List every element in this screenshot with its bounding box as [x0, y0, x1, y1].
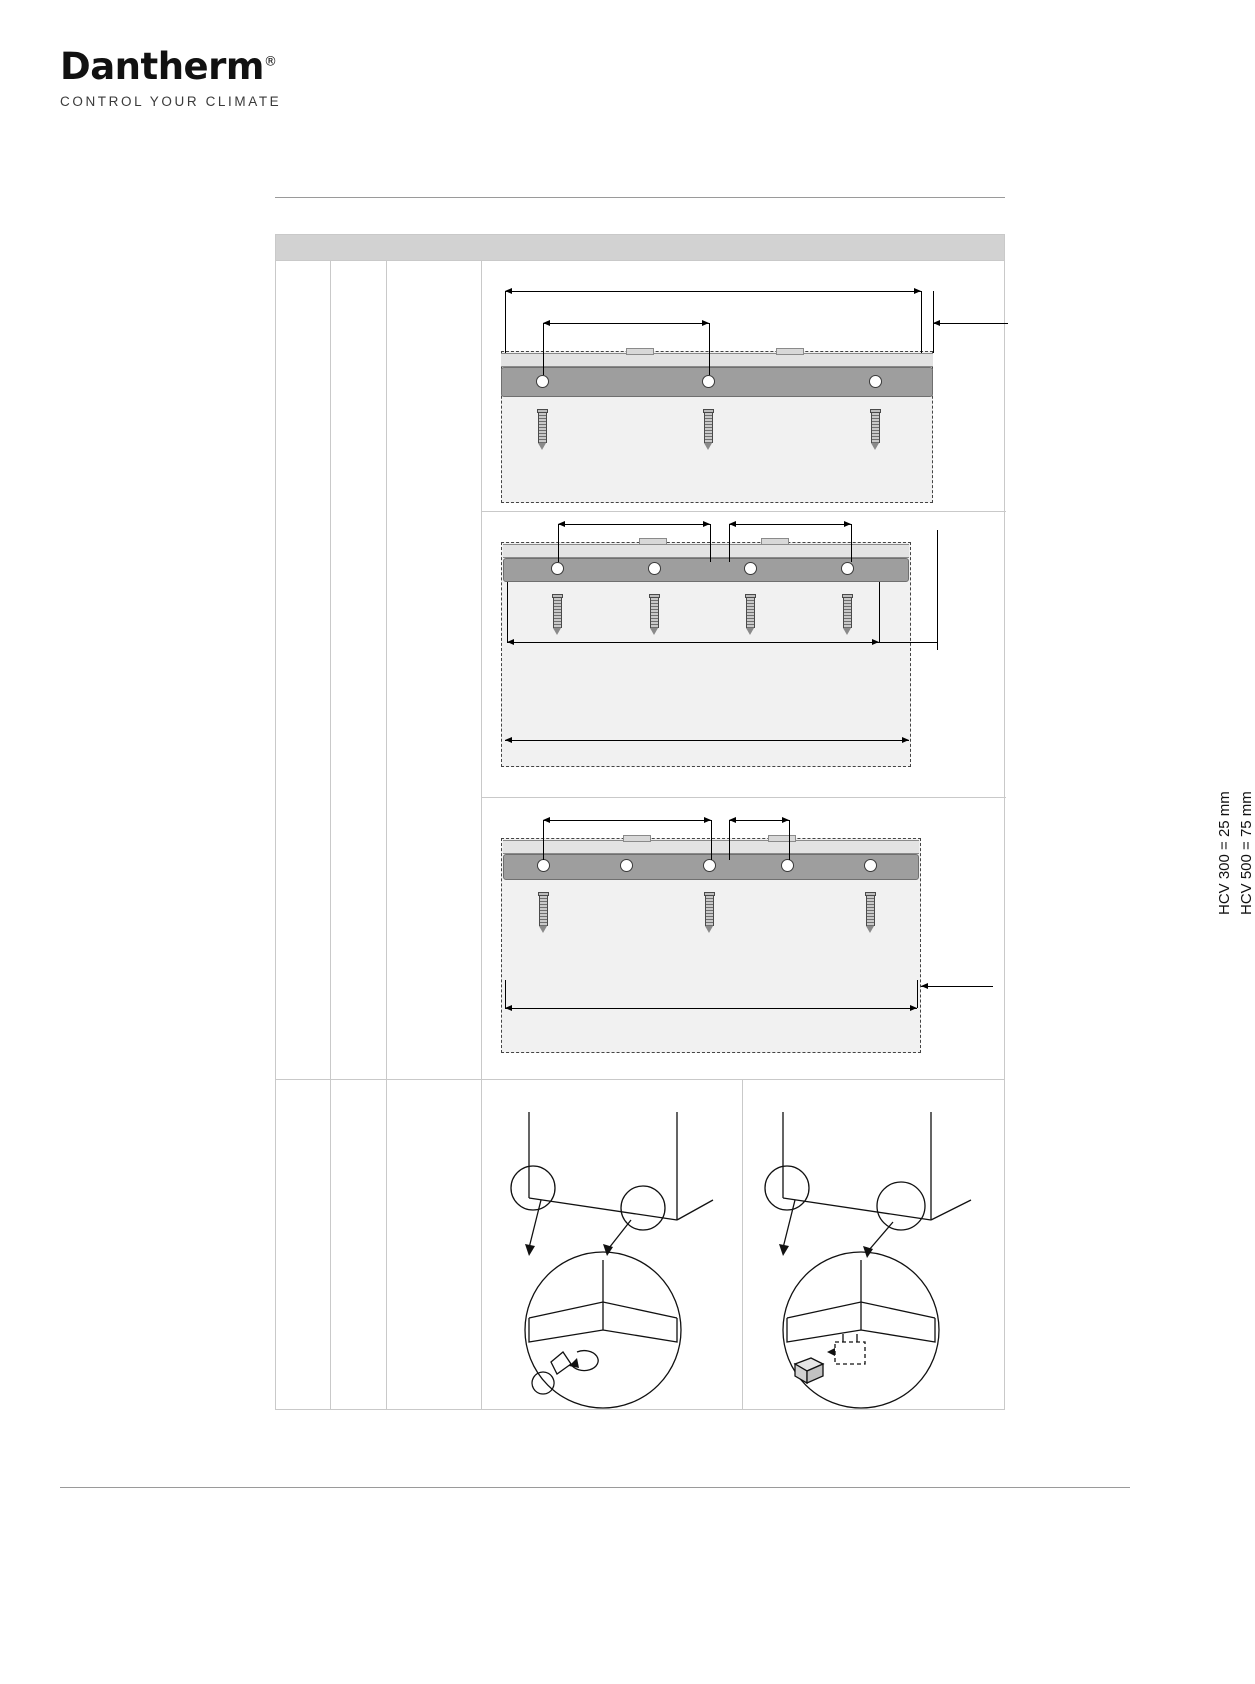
- extension-line: [505, 291, 506, 353]
- extension-line: [729, 524, 730, 562]
- bracket-backplate: [501, 353, 933, 367]
- mounting-hole: [648, 562, 661, 575]
- figure-5-holes: [481, 798, 1006, 1079]
- detail-left: [481, 1080, 742, 1410]
- extension-line: [879, 582, 880, 642]
- column-divider-1: [330, 261, 331, 1410]
- extension-line: [507, 582, 508, 642]
- dimension-hole-pitch-right: [729, 524, 851, 525]
- mounting-hole: [744, 562, 757, 575]
- spec-labels: [1216, 791, 1233, 915]
- extension-line: [729, 820, 730, 860]
- mounting-screw: [870, 409, 881, 450]
- bracket-backplate: [503, 544, 909, 558]
- thickness-arrow: [921, 986, 993, 987]
- extension-line: [917, 980, 918, 1008]
- mounting-screw: [704, 892, 715, 933]
- detail-right-drawing: [743, 1080, 1005, 1410]
- thickness-arrow: [933, 323, 1008, 324]
- extension-line: [711, 820, 712, 860]
- brand-tagline: CONTROL YOUR CLIMATE: [60, 94, 282, 109]
- bracket-tab: [761, 538, 789, 545]
- mounting-hole: [781, 859, 794, 872]
- bracket-tab: [768, 835, 796, 842]
- mounting-hole: [702, 375, 715, 388]
- spec-label-hcv500: HCV 500 = 75 mm: [1238, 791, 1255, 915]
- figure-4-holes: [481, 512, 1006, 797]
- brand-name: Dantherm®: [60, 45, 277, 88]
- extension-line: [921, 291, 922, 353]
- callout-bracket: [937, 530, 938, 650]
- mounting-screw: [842, 594, 853, 635]
- extension-line: [709, 323, 710, 375]
- dimension-hole-span: [543, 323, 709, 324]
- registered-mark: ®: [263, 54, 277, 70]
- mounting-hole: [841, 562, 854, 575]
- extension-line: [543, 820, 544, 860]
- bracket-tab: [776, 348, 804, 355]
- mounting-screw: [552, 594, 563, 635]
- dimension-wall-width: [505, 1008, 917, 1009]
- mounting-hole: [536, 375, 549, 388]
- detail-left-drawing: [481, 1080, 742, 1410]
- footer-divider: [60, 1487, 1130, 1488]
- mounting-hole: [537, 859, 550, 872]
- column-divider-2: [386, 261, 387, 1410]
- spec-labels-2: [1238, 791, 1255, 915]
- mounting-screw: [537, 409, 548, 450]
- header-divider: [275, 197, 1005, 198]
- extension-line: [710, 524, 711, 562]
- bracket-tab: [639, 538, 667, 545]
- extension-line: [789, 820, 790, 860]
- mounting-hole: [620, 859, 633, 872]
- brand-logo: [60, 45, 282, 109]
- callout-line: [879, 642, 937, 643]
- instruction-table: [275, 234, 1255, 1410]
- mounting-hole: [869, 375, 882, 388]
- mounting-screw: [703, 409, 714, 450]
- spec-label-hcv300: HCV 300 = 25 mm: [1216, 791, 1233, 915]
- figure-3-holes: [481, 261, 1006, 511]
- bracket-tab: [626, 348, 654, 355]
- mounting-hole: [551, 562, 564, 575]
- mounting-screw: [745, 594, 756, 635]
- dimension-wall-width: [505, 740, 909, 741]
- dimension-hole-pitch-right: [729, 820, 789, 821]
- extension-line: [851, 524, 852, 562]
- mounting-screw: [649, 594, 660, 635]
- mounting-hole: [703, 859, 716, 872]
- mounting-screw: [538, 892, 549, 933]
- table-header-band: [276, 235, 1004, 261]
- detail-right: [743, 1080, 1005, 1410]
- dimension-hole-pitch-left: [558, 524, 710, 525]
- mounting-screw: [865, 892, 876, 933]
- bracket-tab: [623, 835, 651, 842]
- extension-line: [558, 524, 559, 562]
- dimension-overall-width: [505, 291, 921, 292]
- extension-line: [543, 323, 544, 375]
- extension-line: [505, 980, 506, 1008]
- dimension-bracket-width: [507, 642, 879, 643]
- dimension-hole-pitch-left: [543, 820, 711, 821]
- mounting-hole: [864, 859, 877, 872]
